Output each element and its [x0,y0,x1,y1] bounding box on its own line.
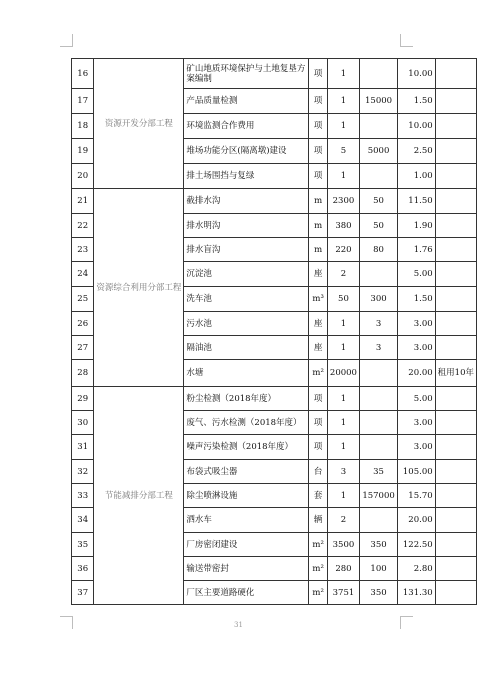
row-number: 23 [72,238,94,262]
row-number: 21 [72,189,94,214]
item-name: 废气、污水检测（2018年度） [184,411,309,435]
row-number: 30 [72,411,94,435]
item-quantity: 1 [327,89,359,114]
crop-mark-top-right [400,34,413,47]
crop-mark-top-left [60,34,73,47]
item-unit-price: 50 [359,189,397,214]
item-amount: 11.50 [398,189,436,214]
item-quantity: 1 [327,59,359,89]
item-name: 厂房密闭建设 [184,533,309,557]
table-row [72,59,477,89]
item-name: 排土场围挡与复绿 [184,164,309,189]
page-number: 31 [234,621,243,629]
item-unit: 座 [309,312,328,336]
item-note [435,59,476,89]
item-note [435,557,476,581]
row-number: 36 [72,557,94,581]
item-note: 租用10年 [435,360,476,387]
item-amount: 20.00 [398,508,436,533]
item-note [435,411,476,435]
row-number: 27 [72,336,94,360]
item-quantity: 3 [327,460,359,484]
item-unit: 项 [309,164,328,189]
item-note [435,238,476,262]
item-note [435,287,476,312]
item-name: 堆场功能分区(隔离墩)建设 [184,139,309,164]
item-unit: m² [309,360,328,387]
category-cell [94,189,184,387]
item-unit-price: 5000 [359,139,397,164]
item-unit-price: 50 [359,214,397,238]
item-unit-price: 300 [359,287,397,312]
item-unit-price [359,262,397,287]
table-row [72,189,477,214]
item-amount: 10.00 [398,59,436,89]
row-number: 37 [72,581,94,605]
row-number: 22 [72,214,94,238]
item-unit-price [359,387,397,411]
item-amount: 105.00 [398,460,436,484]
item-quantity: 2 [327,508,359,533]
item-unit-price: 350 [359,581,397,605]
item-name: 厂区主要道路硬化 [184,581,309,605]
item-amount: 20.00 [398,360,436,387]
item-amount: 1.00 [398,164,436,189]
item-note [435,387,476,411]
item-name: 洒水车 [184,508,309,533]
item-name: 洗车池 [184,287,309,312]
row-number: 26 [72,312,94,336]
item-unit: m² [309,557,328,581]
row-number: 28 [72,360,94,387]
item-quantity: 3500 [327,533,359,557]
item-quantity: 1 [327,336,359,360]
item-quantity: 5 [327,139,359,164]
item-unit: m² [309,581,328,605]
item-unit: 项 [309,387,328,411]
item-quantity: 1 [327,164,359,189]
item-unit-price [359,114,397,139]
item-amount: 15.70 [398,484,436,508]
item-amount: 1.90 [398,214,436,238]
item-unit: m [309,214,328,238]
table-row [72,387,477,411]
item-unit-price [359,435,397,460]
item-quantity: 1 [327,114,359,139]
item-unit-price: 3 [359,336,397,360]
item-note [435,114,476,139]
item-unit: 项 [309,59,328,89]
item-name: 排水盲沟 [184,238,309,262]
item-unit: 项 [309,114,328,139]
category-label: 资源综合利用分部工程 [96,282,182,293]
item-quantity: 220 [327,238,359,262]
item-quantity: 280 [327,557,359,581]
item-amount: 1.76 [398,238,436,262]
row-number: 35 [72,533,94,557]
item-quantity: 20000 [327,360,359,387]
item-unit-price [359,360,397,387]
item-name: 布袋式吸尘器 [184,460,309,484]
item-amount: 122.50 [398,533,436,557]
item-unit: 项 [309,435,328,460]
item-note [435,508,476,533]
item-note [435,533,476,557]
cost-table [71,58,477,605]
item-unit: 套 [309,484,328,508]
item-unit: m³ [309,287,328,312]
row-number: 29 [72,387,94,411]
item-unit-price: 3 [359,312,397,336]
row-number: 17 [72,89,94,114]
item-name: 产品质量检测 [184,89,309,114]
item-quantity: 1 [327,435,359,460]
item-quantity: 3751 [327,581,359,605]
item-unit: 台 [309,460,328,484]
item-unit: 座 [309,336,328,360]
item-amount: 3.00 [398,411,436,435]
item-name: 截排水沟 [184,189,309,214]
item-amount: 3.00 [398,336,436,360]
item-name: 水塘 [184,360,309,387]
category-label: 资源开发分部工程 [104,118,173,129]
item-unit-price: 80 [359,238,397,262]
item-unit: 项 [309,139,328,164]
item-unit: 项 [309,411,328,435]
item-quantity: 1 [327,387,359,411]
row-number: 31 [72,435,94,460]
item-unit-price: 100 [359,557,397,581]
item-name: 噪声污染检测（2018年度） [184,435,309,460]
row-number: 20 [72,164,94,189]
item-note [435,214,476,238]
category-label: 节能减排分部工程 [104,490,173,501]
row-number: 25 [72,287,94,312]
category-cell [94,387,184,605]
item-amount: 5.00 [398,262,436,287]
item-name: 粉尘检测（2018年度） [184,387,309,411]
item-note [435,484,476,508]
item-name: 除尘喷淋设施 [184,484,309,508]
item-note [435,139,476,164]
item-amount: 131.30 [398,581,436,605]
item-note [435,435,476,460]
row-number: 24 [72,262,94,287]
item-amount: 2.80 [398,557,436,581]
item-quantity: 2300 [327,189,359,214]
item-note [435,189,476,214]
item-quantity: 50 [327,287,359,312]
item-amount: 3.00 [398,435,436,460]
item-amount: 3.00 [398,312,436,336]
item-unit: 座 [309,262,328,287]
row-number: 19 [72,139,94,164]
item-note [435,460,476,484]
item-note [435,164,476,189]
item-unit-price: 157000 [359,484,397,508]
item-unit-price [359,411,397,435]
item-note [435,262,476,287]
item-unit-price [359,59,397,89]
item-amount: 10.00 [398,114,436,139]
item-quantity: 1 [327,312,359,336]
item-unit: m² [309,533,328,557]
item-unit: 项 [309,89,328,114]
item-unit: m [309,238,328,262]
item-name: 沉淀池 [184,262,309,287]
row-number: 32 [72,460,94,484]
item-note [435,312,476,336]
item-amount: 5.00 [398,387,436,411]
item-unit-price: 15000 [359,89,397,114]
item-quantity: 1 [327,484,359,508]
category-cell [94,59,184,189]
item-amount: 1.50 [398,287,436,312]
item-name: 排水明沟 [184,214,309,238]
item-unit-price [359,508,397,533]
item-quantity: 2 [327,262,359,287]
item-note [435,89,476,114]
item-unit-price: 35 [359,460,397,484]
row-number: 16 [72,59,94,89]
item-note [435,581,476,605]
item-amount: 2.50 [398,139,436,164]
item-unit: 辆 [309,508,328,533]
row-number: 33 [72,484,94,508]
item-note [435,336,476,360]
item-name: 输送带密封 [184,557,309,581]
item-name: 矿山地质环境保护与土地复垦方案编制 [184,59,309,89]
row-number: 34 [72,508,94,533]
item-quantity: 380 [327,214,359,238]
item-unit-price: 350 [359,533,397,557]
item-unit-price [359,164,397,189]
row-number: 18 [72,114,94,139]
item-name: 环境监测合作费用 [184,114,309,139]
item-quantity: 1 [327,411,359,435]
item-unit: m [309,189,328,214]
item-amount: 1.50 [398,89,436,114]
item-name: 隔油池 [184,336,309,360]
item-name: 污水池 [184,312,309,336]
